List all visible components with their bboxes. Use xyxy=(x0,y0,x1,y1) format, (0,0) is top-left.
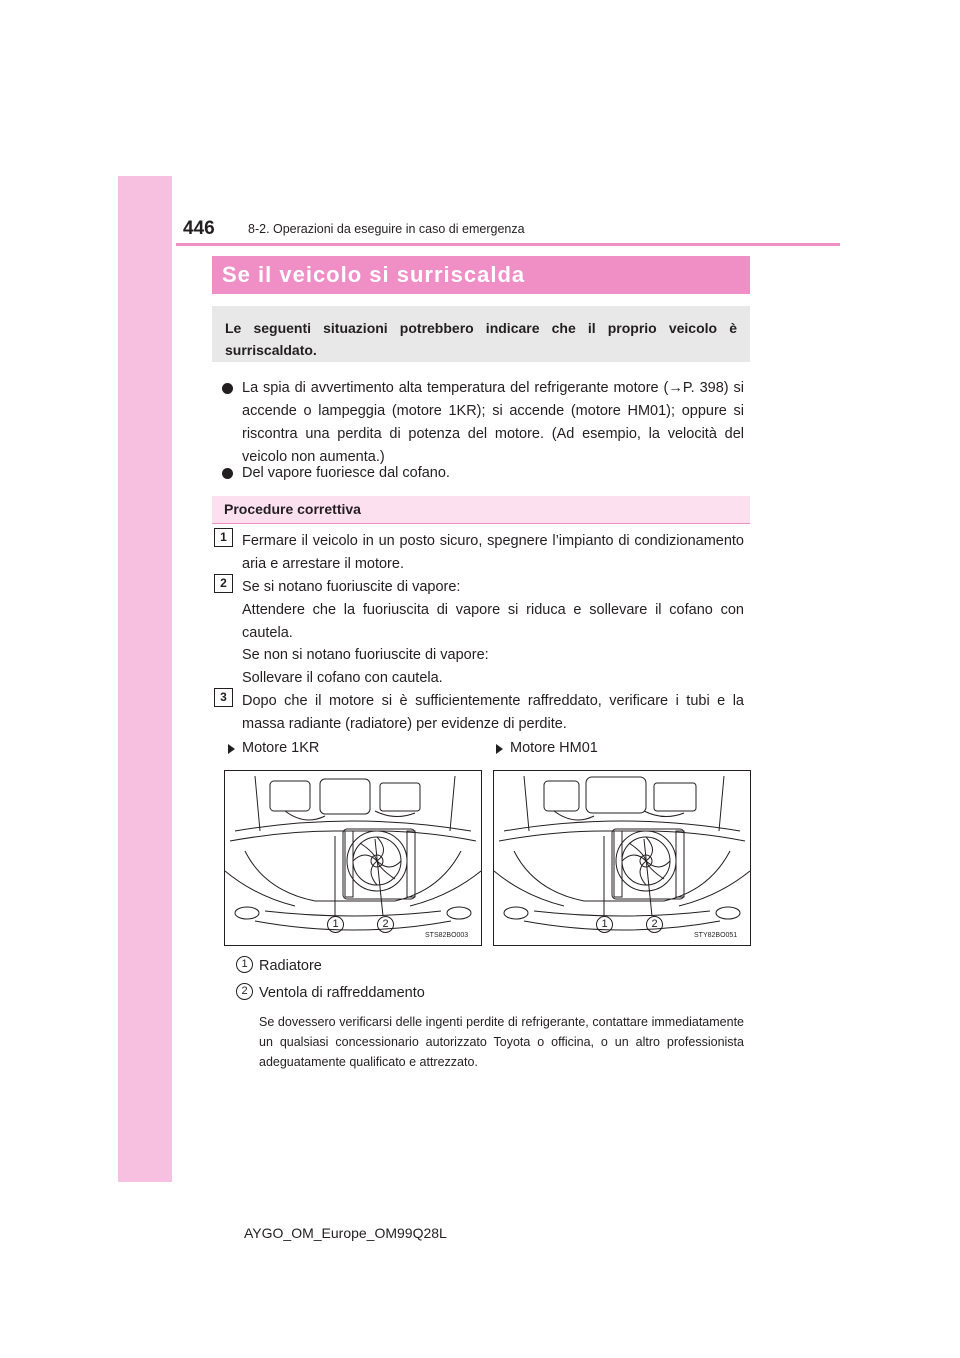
callout-1: 1 xyxy=(596,916,613,933)
step-text: Fermare il veicolo in un posto sicuro, spegnere l’impianto di condizionamento aria e arrestare il motore. xyxy=(242,533,744,572)
figure-label: Motore 1KR xyxy=(242,740,320,756)
footer-code: AYGO_OM_Europe_OM99Q28L xyxy=(244,1225,447,1241)
legend-number: 2 xyxy=(236,983,253,1000)
procedure-title: Procedure correttiva xyxy=(224,501,361,517)
step-text: Se non si notano fuoriuscite di vapore: xyxy=(242,647,489,663)
page-sidebar-tab xyxy=(118,176,172,1182)
step-number: 1 xyxy=(214,528,233,547)
bullet-item: La spia di avvertimento alta temperatura del refrigerante motore (→P. 398) si accende o lampeggia (motore 1KR); si accende (motore HM01); oppure si riscontra una perdita di potenza del motore. (Ad esempio, la velocità del veicolo non aumenta.) xyxy=(242,380,744,465)
section-title: 8-2. Operazioni da eseguire in caso di emergenza xyxy=(248,222,525,236)
intro-text: Le seguenti situazioni potrebbero indicare che il proprio veicolo è surriscaldato. xyxy=(225,320,737,358)
engine-illustration-hm01 xyxy=(493,770,751,946)
engine-illustration-1kr xyxy=(224,770,482,946)
step-text: Sollevare il cofano con cautela. xyxy=(242,670,443,686)
step-text: Dopo che il motore si è sufficientemente raffreddato, verificare i tubi e la massa radiante (radiatore) per evidenze di perdite. xyxy=(242,693,744,732)
legend-number: 1 xyxy=(236,956,253,973)
bullet-icon xyxy=(222,468,233,479)
page-heading: Se il veicolo si surriscalda xyxy=(222,262,526,287)
header-rule xyxy=(176,243,840,246)
triangle-bullet-icon xyxy=(228,744,235,754)
procedure-bar xyxy=(212,496,750,524)
step-text: Se si notano fuoriuscite di vapore: xyxy=(242,579,461,595)
figure-label: Motore HM01 xyxy=(510,740,598,756)
page-number: 446 xyxy=(183,218,215,239)
step-number: 3 xyxy=(214,688,233,707)
figure-code: STY82BO051 xyxy=(694,932,738,939)
note-text: Se dovessero verificarsi delle ingenti perdite di refrigerante, contattare immediatamente un qualsiasi concessionario autorizzato Toyota o officina, o un altro professionista adeguatamente qualificato e attrezzato. xyxy=(259,1015,744,1069)
bullet-icon xyxy=(222,383,233,394)
callout-2: 2 xyxy=(377,916,394,933)
bullet-item: Del vapore fuoriesce dal cofano. xyxy=(242,465,450,481)
step-number: 2 xyxy=(214,574,233,593)
step-text: Attendere che la fuoriuscita di vapore si riduca e sollevare il cofano con cautela. xyxy=(242,602,744,641)
callout-1: 1 xyxy=(327,916,344,933)
callout-2: 2 xyxy=(646,916,663,933)
intro-box xyxy=(212,306,750,362)
legend-text: Radiatore xyxy=(259,958,322,974)
figure-code: STS82BO003 xyxy=(425,932,469,939)
engine-drawing xyxy=(494,771,750,945)
heading-bar xyxy=(212,256,750,294)
legend-text: Ventola di raffreddamento xyxy=(259,985,425,1001)
triangle-bullet-icon xyxy=(496,744,503,754)
engine-drawing xyxy=(225,771,481,945)
